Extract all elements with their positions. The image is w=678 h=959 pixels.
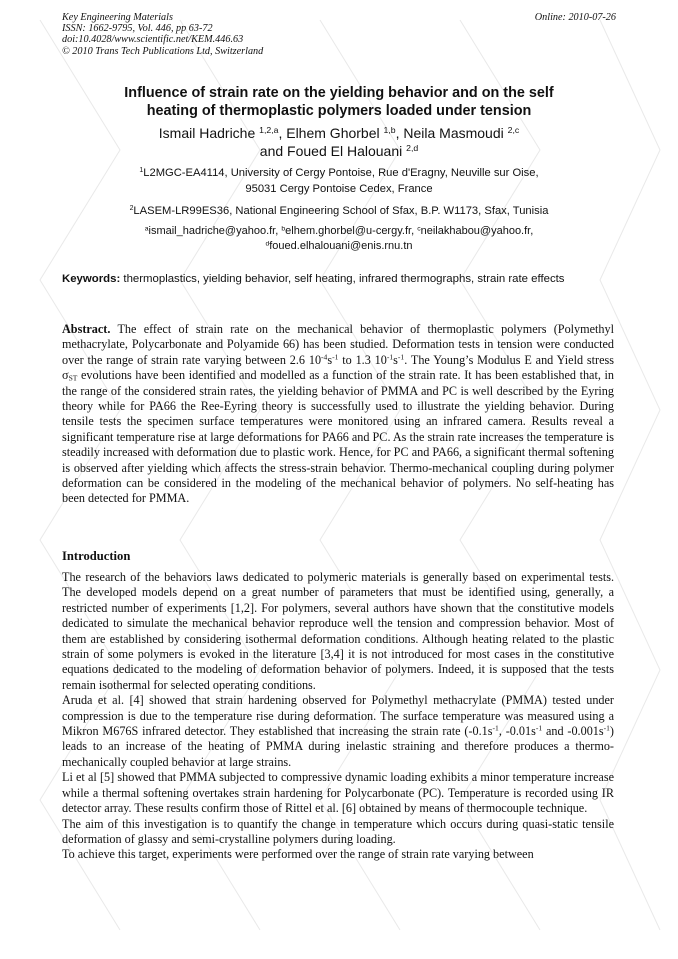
introduction-heading: Introduction <box>62 549 131 563</box>
affiliation-1-line-1: L2MGC-EA4114, University of Cergy Pontoise, Rue d'Eragny, Neuville sur Oise, <box>143 167 539 179</box>
author-3: Neila Masmoudi <box>403 125 504 141</box>
intro-paragraph-5: To achieve this target, experiments were performed over the range of strain rate varying between <box>62 847 534 862</box>
email-d[interactable]: foued.elhalouani@enis.rnu.tn <box>269 240 413 253</box>
author-2-affil: 1,b <box>383 125 396 136</box>
author-1: Ismail Hadriche <box>158 125 256 141</box>
authors-line-1: Ismail Hadriche $^{1,2,a}$, Elhem Ghorbel $^{1,b}$, Neila Masmoudi $^{2,c}$ <box>158 125 520 141</box>
intro-paragraph-1: The research of the behaviors laws dedicated to polymeric materials is generally based on experimental tests. The developed models depend on a great number of parameters that must be identified using, generally, a restricted number of experiments [1,2]. For polymers, several authors have shown that the constitutive models dedicated to simulate the mechanical behavior reproduce well the tension and compression behavior. Most of them are established by considering isothermal deformation conditions. Although heating related to the plastic strain of some polymers is evoked in the literature [3,4] it is not introduced for most cases in the constitutive equations dedicated to the modeling of deformation behavior of polymers. Indeed, it is supposed that the tests remain isothermal for selected operating conditions. <box>62 570 614 692</box>
abstract <box>62 322 614 507</box>
keywords <box>62 272 614 287</box>
journal-copyright: © 2010 Trans Tech Publications Ltd, Switzerland <box>62 45 264 57</box>
affiliation-1 <box>62 166 616 197</box>
abstract-label: Abstract. <box>62 322 111 336</box>
affiliation-1-line-2: 95031 Cergy Pontoise Cedex, France <box>245 182 433 195</box>
intro-paragraph-2: Aruda et al. [4] showed that strain hardening observed for Polymethyl methacrylate (PMMA) tested under compression is due to the temperature rise during deformation. The surface temperature was measured using a Mikron M676S infrared detector. They established that increasing the strain rate ($-0.1s^{-1}$, $-0.01s^{-1}$ and $-0.001s^{-1}$) leads to an increase of the heating of PMMA during inelastic straining and therefore produces a thermo-mechanically coupled behavior at large strains. <box>62 693 614 769</box>
title-line-2: heating of thermoplastic polymers loaded under tension <box>146 103 532 119</box>
intro-paragraph-4: The aim of this investigation is to quantify the change in temperature which occurs during quasi-static tensile deformation of glassy and semi-crystalline polymers during loading. <box>62 816 614 846</box>
paper-title <box>62 84 616 120</box>
author-list <box>62 124 616 160</box>
affiliation-1-marker: 1 <box>139 167 144 175</box>
author-3-affil: 2,c <box>507 125 520 136</box>
title-line-1: Influence of strain rate on the yielding behavior and on the self <box>124 85 554 101</box>
keywords-label: Keywords: <box>62 273 121 285</box>
author-2: Elhem Ghorbel <box>286 125 380 141</box>
authors-line-2 <box>62 142 616 160</box>
author-1-affil: 1,2,a <box>259 125 279 136</box>
journal-header <box>62 12 616 57</box>
keywords-text: thermoplastics, yielding behavior, self heating, infrared thermographs, strain rate effects <box>123 273 565 285</box>
intro-paragraph-3: Li et al [5] showed that PMMA subjected to compressive dynamic loading exhibits a minor temperature increase while a thermal softening overtakes strain hardening for Polycarbonate (PC). Temperature is recorded using IR detector array. These results confirm those of Rittel et al. [6] obtained by means of thermocouple technique. <box>62 770 614 816</box>
affiliation-2-text: LASEM-LR99ES36, National Engineering School of Sfax, B.P. W1173, Sfax, Tunisia <box>133 205 549 217</box>
email-b[interactable]: elhem.ghorbel@u-cergy.fr, <box>285 225 415 237</box>
journal-name: Key Engineering Materials <box>62 12 173 23</box>
affiliation-2-marker: 2 <box>129 205 134 213</box>
email-a[interactable]: ismail_hadriche@yahoo.fr, <box>148 225 279 237</box>
author-4: Foued El Halouani <box>287 143 403 159</box>
email-c[interactable]: neilakhabou@yahoo.fr, <box>420 225 534 237</box>
abstract-paragraph: Abstract. The effect of strain rate on the mechanical behavior of thermoplastic polymers (Polymethyl methacrylate, Polycarbonate and Polyamide 66) has been studied. Deformation tests in tension were conducted over the range of strain rate varying between 2.6 $10^{-4}s^{-1}$ to 1.3 $10^{-1}s^{-1}$. The Young’s Modulus E and Yield stress $\sigma_{ST}$ evolutions have been identified and modelled as a function of the strain rate. It has been established that, in the range of the considered strain rates, the yielding behavior of PMMA and PC is well described by the Eyring theory while for PA66 the Ree-Eyring theory is successfully used to illustrate the yielding behavior. During tensile tests the specimen surface temperatures were monitored using an infrared camera. Results reveal a significant temperature rise at large deformations for PA66 and PC. As the strain rate increases the temperature is steadily increased with deformation due to plastic work. Hence, for PC and PA66, a significant thermal softening is observed after yielding which affects the stress-strain behavior. Thermo-mechanical coupling during polymer deformation can be considered in the modeling of the mechanical behavior of polymers. No self-heating has been detected for PMMA. <box>62 322 614 506</box>
author-and: and <box>259 143 284 159</box>
online-date: Online: 2010-07-26 <box>534 12 616 23</box>
author-4-affil: 2,d <box>406 143 419 154</box>
journal-doi: doi:10.4028/www.scientific.net/KEM.446.63 <box>62 34 244 46</box>
introduction-body <box>62 570 614 863</box>
author-emails: $^a$ismail_hadriche@yahoo.fr, $^b$elhem.ghorbel@u-cergy.fr, $^c$neilakhabou@yahoo.fr, $^d$foued.elhalouani@enis.rnu.tn <box>144 225 534 253</box>
affiliation-2 <box>62 204 616 220</box>
journal-issn: ISSN: 1662-9795, Vol. 446, pp 63-72 <box>62 23 213 35</box>
